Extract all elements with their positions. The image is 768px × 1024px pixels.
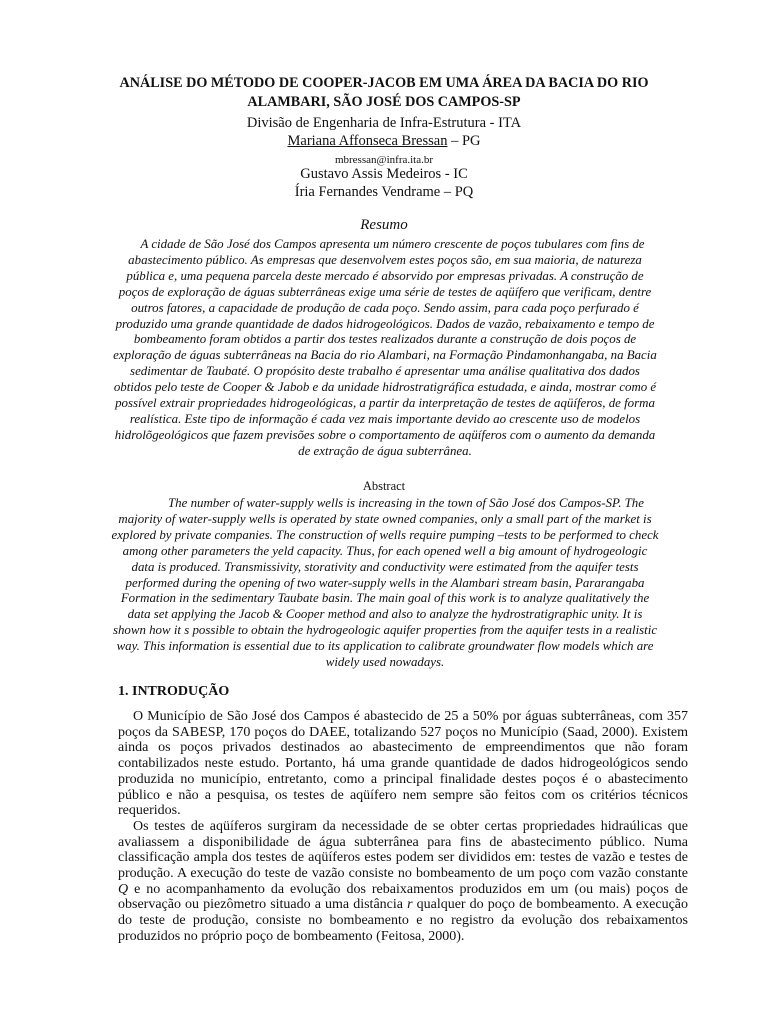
paragraph-2-part-b: e no acompanhamento da evolução dos rebaixamentos produzidos em um (ou mais) poços de observação ou piezômetro situado a uma distância [118, 881, 688, 913]
author-2: Gustavo Assis Medeiros - IC [300, 166, 468, 182]
abstract-body: The number of water-supply wells is increasing in the town of São José dos Campos-SP. The majority of water-supply wells is operated by state owned companies, only a small part of the market is explored by private companies. The construction of wells require pumping –tests to be performed to check among other parameters the yeld capacity. Thus, for each opened well a big amount of hydrogeologic data is produced. Transmissivity, storativity and conductivity were estimated from the aquifer tests performed during the opening of two water-supply wells in the Alambari stream basin, Pararangaba Formation in the sedimentary Taubate basin. The main goal of this work is to analyze qualitatively the data set applying the Jacob & Cooper method and also to analyze the hydrostratigraphic unity. It is shown how it s possible to obtain the hydrogeologic aquifer properties from the aquifer tests in a realistic way. This information is essential due to its application to calibrate groundwater flow models which are widely used nowadays. [111, 496, 659, 670]
author-1-suffix: – PG [447, 133, 481, 149]
author-1-name: Mariana Affonseca Bressan [287, 133, 448, 149]
section-body [118, 709, 688, 945]
resumo-heading: Resumo [360, 217, 408, 233]
resumo-text: A cidade de São José dos Campos apresenta um número crescente de poços tubulares com fins de abastecimento público. As empresas que desenvolvem estes poços são, em sua maioria, de natureza pública e, uma pequena parcela deste mercado é absorvido por empresas privadas. A construção de poços de exploração de águas subterrâneas exige uma série de testes de aqüífero que verificam, dentre outros fatores, a capacidade de produção de cada poço. Sendo assim, para cada poço perfurado é produzido uma grande quantidade de dados hidrogeológicos. Dados de vazão, rebaixamento e tempo de bombeamento foram obtidos a partir dos testes realizados durante a construção de dois poços de exploração de águas subterrâneas na Bacia do rio Alambari, na Formação Pindamonhangaba, na Bacia sedimentar de Taubaté. O propósito deste trabalho é apresentar uma análise qualitativa dos dados obtidos pelo teste de Cooper & Jabob e da unidade hidrostratigráfica estudada, e ainda, mostrar como é possível extrair propriedades hidrogeológicas, a partir da interpretação de testes de aqüíferos, de forma realística. Este tipo de informação é cada vez mais importante devido ao crescente uso de modelos hidrolõgeológicos que fazem previsões sobre o comportamento de aqüíferos com o aumento da demanda de extração de água subterrânea. [113, 237, 657, 458]
paragraph-2-part-c: qualquer do poço de bombeamento. A execução do teste de produção, consiste no bombeamento e no registro da evolução dos rebaixamentos produzidos no próprio poço de bombeamento (Feitosa, 2000). [118, 897, 688, 944]
paragraph-1: O Município de São José dos Campos é abastecido de 25 a 50% por águas subterrâneas, com 357 poços da SABESP, 170 poços do DAEE, totalizando 527 poços no Município (Saad, 2000). Existem ainda os poços privados destinados ao abastecimento de empreendimentos que não foram contabilizados neste estudo. Portanto, há uma grande quantidade de dados hidrogeológicos sendo produzida no município, entretanto, como a principal finalidade destes poços é o abastecimento público e não a pesquisa, os testes de aqüífero nem sempre são feitos com os critérios técnicos requeridos. [118, 709, 688, 819]
paragraph-2-part-a: Os testes de aqüíferos surgiram da necessidade de se obter certas propriedades hidraúlicas que avaliassem a disponibilidade de água subterrânea para fins de abastecimento público. Numa classificação ampla dos testes de aqüíferos estes podem ser divididos em: testes de vazão e testes de produção. A execução do teste de vazão consiste no bombeamento de um poço com vazão constante [118, 818, 688, 882]
author-1 [0, 132, 768, 150]
variable-r: r [407, 897, 413, 913]
abstract-heading: Abstract [362, 479, 406, 493]
variable-q: Q [118, 881, 129, 897]
abstract-text [110, 496, 660, 671]
author-3: Íria Fernandes Vendrame – PQ [294, 184, 474, 200]
section-heading-introducao: 1. INTRODUÇÃO [118, 684, 230, 699]
paragraph-2 [118, 819, 688, 945]
affiliation: Divisão de Engenharia de Infra-Estrutura - ITA [246, 115, 522, 131]
paper-title: ANÁLISE DO MÉTODO DE COOPER-JACOB EM UMA ÁREA DA BACIA DO RIO ALAMBARI, SÃO JOSÉ DOS CAMPOS-SP [119, 75, 649, 110]
author-email: mbressan@infra.ita.br [334, 154, 434, 166]
